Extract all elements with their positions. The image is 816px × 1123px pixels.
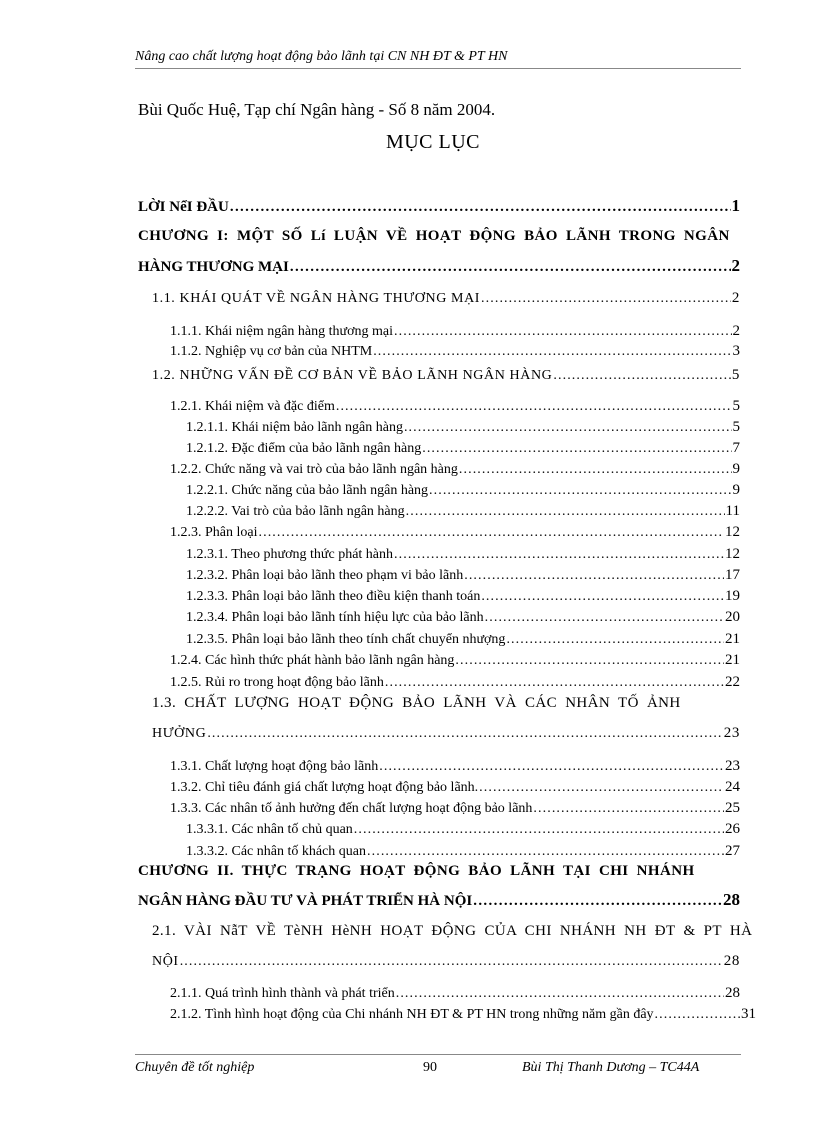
toc-entry-label: 1.3.2. Chỉ tiêu đánh giá chất lượng hoạt động bảo lãnh.	[170, 780, 479, 795]
toc-entry-page-number: 31	[741, 1006, 756, 1022]
toc-entry-page-number: 21	[725, 652, 740, 668]
dot-leader	[354, 821, 724, 839]
toc-entry-page-number: 2	[731, 256, 740, 275]
dot-leader	[481, 588, 724, 606]
dot-leader	[655, 1006, 740, 1024]
toc-entry-label: 1.2.2.2. Vai trò của bảo lãnh ngân hàng	[186, 504, 405, 519]
toc-entry-label: 1.3.3.2. Các nhân tố khách quan	[186, 844, 367, 859]
dot-leader	[553, 367, 731, 385]
toc-entry-page-number: 12	[725, 524, 740, 540]
toc-entry-label: 1.2.3.5. Phân loại bảo lãnh theo tính chất chuyển nhượng	[186, 632, 506, 647]
dot-leader	[506, 631, 724, 649]
toc-entry-label: 1.2.1.2. Đặc điểm của bảo lãnh ngân hàng	[186, 441, 422, 456]
footer-divider	[135, 1054, 741, 1055]
toc-entry-page-number: 11	[725, 503, 740, 519]
dot-leader	[180, 953, 723, 971]
toc-entry-label: 1.2.5. Rủi ro trong hoạt động bảo lãnh	[170, 675, 384, 690]
toc-entry-label: 1.1.2. Nghiệp vụ cơ bản của NHTM	[170, 344, 373, 359]
toc-entry	[170, 460, 740, 479]
toc-entry-page-number: 1	[731, 196, 740, 215]
toc-entry-page-number: 20	[725, 609, 740, 625]
toc-entry-label: 1.2.4. Các hình thức phát hành bảo lãnh ngân hàng	[170, 653, 455, 668]
toc-entry-page-number: 28	[723, 890, 740, 909]
toc-entry	[186, 842, 740, 861]
toc-entry	[170, 342, 740, 361]
toc-entry	[186, 630, 740, 649]
toc-entry-page-number: 27	[725, 843, 740, 859]
toc-entry	[138, 891, 740, 910]
toc-entry-page-number: 21	[725, 631, 740, 647]
toc-entry	[186, 481, 740, 500]
toc-entry	[186, 566, 740, 585]
dot-leader	[259, 524, 725, 542]
toc-entry-page-number: 28	[725, 985, 740, 1001]
toc-entry-label: 1.2.3. Phân loại	[170, 525, 258, 540]
toc-entry	[170, 799, 740, 818]
toc-entry-page-number: 9	[732, 461, 740, 477]
dot-leader	[404, 419, 732, 437]
toc-entry	[170, 1005, 756, 1024]
toc-entry-label: 2.1.2. Tình hình hoạt động của Chi nhánh NH ĐT & PT HN trong những năm gần đây	[170, 1007, 654, 1022]
toc-entry-label: 1.3.3.1. Các nhân tố chủ quan	[186, 822, 353, 837]
dot-leader	[230, 198, 731, 216]
toc-entry-page-number: 24	[725, 779, 740, 795]
dot-leader	[385, 674, 724, 692]
toc-entry-label: 1.2. NHỮNG VẤN ĐỀ CƠ BẢN VỀ BẢO LÃNH NGÂN HÀNG	[152, 368, 553, 383]
footer-document-type: Chuyên đề tốt nghiệp	[135, 1060, 255, 1075]
toc-entry	[186, 439, 740, 458]
toc-entry	[170, 322, 740, 341]
toc-entry-page-number: 17	[725, 567, 740, 583]
toc-entry	[186, 608, 740, 627]
footer-page-number: 90	[423, 1060, 437, 1075]
toc-entry	[152, 289, 740, 308]
toc-entry-page-number: 23	[725, 758, 740, 774]
toc-entry-page-number: 28	[723, 953, 740, 969]
toc-entry-page-number: 7	[732, 440, 740, 456]
dot-leader	[473, 892, 722, 910]
toc-entry-label: 1.2.3.1. Theo phương thức phát hành	[186, 547, 394, 562]
dot-leader	[207, 725, 722, 743]
toc-entry-label: 2.1.1. Quá trình hình thành và phát triển	[170, 986, 395, 1001]
toc-entry	[186, 545, 740, 564]
citation-line: Bùi Quốc Huệ, Tạp chí Ngân hàng - Số 8 năm 2004.	[138, 100, 496, 119]
toc-entry-label: 1.2.2. Chức năng và vai trò của bảo lãnh ngân hàng	[170, 462, 458, 477]
toc-entry	[170, 397, 740, 416]
toc-entry-page-number: 19	[725, 588, 740, 604]
toc-entry	[170, 651, 740, 670]
dot-leader	[379, 758, 724, 776]
toc-entry-page-number: 2	[731, 290, 740, 306]
toc-entry-label: 1.3.3. Các nhân tố ảnh hưởng đến chất lượng hoạt động bảo lãnh	[170, 801, 533, 816]
toc-entry	[170, 673, 740, 692]
dot-leader	[455, 652, 724, 670]
toc-entry-label: HÀNG THƯƠNG MẠI	[138, 259, 289, 275]
dot-leader	[481, 290, 731, 308]
toc-entry	[170, 757, 740, 776]
toc-entry-page-number: 5	[731, 367, 740, 383]
dot-leader	[479, 779, 724, 797]
toc-entry-label: 1.1.1. Khái niệm ngân hàng thương mại	[170, 324, 394, 339]
toc-entry-label: 1.2.2.1. Chức năng của bảo lãnh ngân hàng	[186, 483, 429, 498]
toc-title: MỤC LỤC	[385, 131, 481, 153]
dot-leader	[422, 440, 731, 458]
toc-entry	[138, 197, 740, 216]
toc-entry	[170, 984, 740, 1003]
toc-entry-label: LỜI NểI ĐẦU	[138, 199, 229, 215]
toc-entry-label: 2.1. VÀI NẫT VỀ TèNH HèNH HOẠT ĐỘNG CỦA CHI NHÁNH NH ĐT & PT HÀ	[152, 923, 753, 939]
dot-leader	[367, 843, 724, 861]
dot-leader	[290, 258, 731, 276]
toc-entry	[186, 820, 740, 839]
dot-leader	[406, 503, 725, 521]
toc-entry-page-number: 25	[725, 800, 740, 816]
toc-entry-page-number: 9	[732, 482, 740, 498]
footer-author: Bùi Thị Thanh Dương – TC44A	[522, 1060, 700, 1075]
dot-leader	[394, 323, 731, 341]
toc-entry-label: 1.2.3.4. Phân loại bảo lãnh tính hiệu lực của bảo lãnh	[186, 610, 484, 625]
toc-entry-page-number: 26	[725, 821, 740, 837]
toc-entry	[152, 366, 740, 385]
toc-entry-page-number: 23	[723, 725, 740, 741]
toc-entry-label: 1.2.3.3. Phân loại bảo lãnh theo điều kiện thanh toán	[186, 589, 481, 604]
toc-entry-label: CHƯƠNG II. THỰC TRẠNG HOẠT ĐỘNG BẢO LÃNH TẠI CHI NHÁNH	[138, 863, 695, 879]
toc-entry-label: 1.1. KHÁI QUÁT VỀ NGÂN HÀNG THƯƠNG MẠI	[152, 291, 481, 306]
toc-entry-label: 1.2.3.2. Phân loại bảo lãnh theo phạm vi bảo lãnh	[186, 568, 464, 583]
toc-entry	[186, 502, 740, 521]
dot-leader	[396, 985, 724, 1003]
toc-entry-label: NỘI	[152, 954, 179, 969]
dot-leader	[464, 567, 724, 585]
running-header: Nâng cao chất lượng hoạt động bảo lãnh tại CN NH ĐT & PT HN	[135, 48, 741, 69]
toc-entry-label: HƯỞNG	[152, 726, 207, 741]
toc-entry-page-number: 22	[725, 674, 740, 690]
toc-entry-label: 1.3.1. Chất lượng hoạt động bảo lãnh	[170, 759, 379, 774]
toc-entry-label: 1.2.1.1. Khái niệm bảo lãnh ngân hàng	[186, 420, 403, 435]
toc-entry	[170, 778, 740, 797]
toc-entry-label: CHƯƠNG I: MỘT SỐ Lí LUẬN VỀ HOẠT ĐỘNG BẢO LÃNH TRONG NGÂN	[138, 228, 730, 244]
toc-entry-page-number: 3	[732, 343, 740, 359]
toc-entry	[186, 418, 740, 437]
toc-entry-page-number: 5	[732, 398, 740, 414]
dot-leader	[533, 800, 724, 818]
toc-entry-label: NGÂN HÀNG ĐẦU TƯ VÀ PHÁT TRIỂN HÀ NỘI	[138, 893, 473, 909]
dot-leader	[485, 609, 724, 627]
dot-leader	[373, 343, 731, 361]
dot-leader	[429, 482, 731, 500]
toc-entry	[186, 587, 740, 606]
toc-entry-page-number: 12	[725, 546, 740, 562]
toc-entry-label: 1.3. CHẤT LƯỢNG HOẠT ĐỘNG BẢO LÃNH VÀ CÁC NHÂN TỐ ẢNH	[152, 695, 681, 711]
toc-entry	[152, 952, 740, 971]
toc-entry-page-number: 2	[732, 323, 740, 339]
dot-leader	[394, 546, 724, 564]
dot-leader	[459, 461, 732, 479]
toc-entry-page-number: 5	[732, 419, 740, 435]
toc-entry	[152, 724, 740, 743]
toc-entry	[170, 523, 740, 542]
toc-entry	[138, 257, 740, 276]
dot-leader	[336, 398, 732, 416]
toc-entry-label: 1.2.1. Khái niệm và đặc điểm	[170, 399, 335, 414]
